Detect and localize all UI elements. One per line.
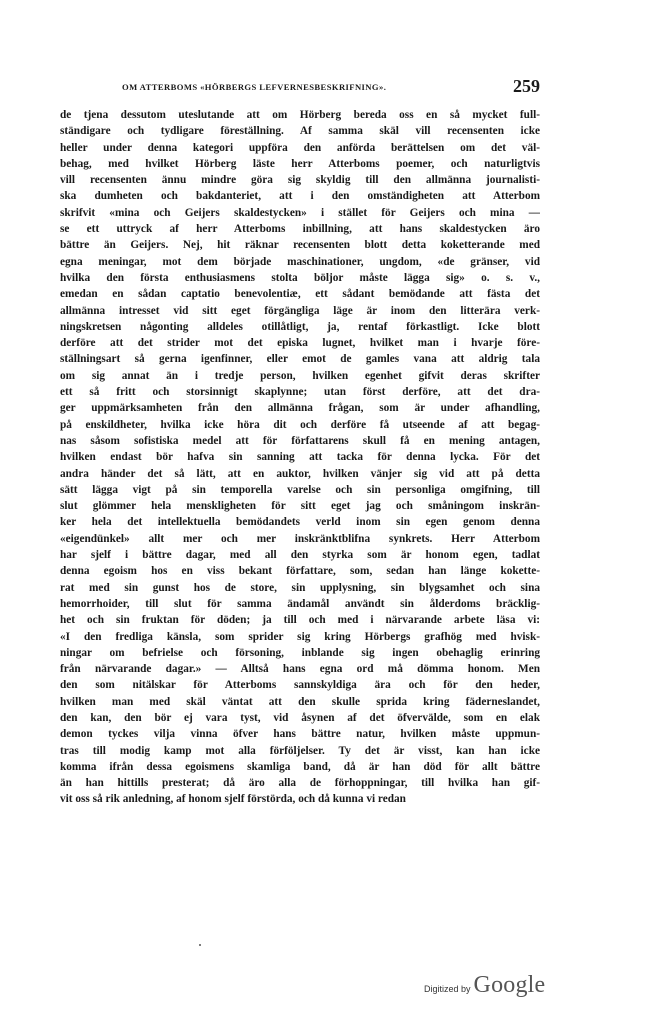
text-line: på enskildheter, hvilka icke höra dit och derföre få utseende af att begag- xyxy=(60,418,540,431)
text-line: skrifvit «mina och Geijers skaldestycken» i stället för Geijers och mina — xyxy=(60,206,540,219)
text-line: bättre än Geijers. Nej, hit räknar recensenten blott detta koketterande med xyxy=(60,239,540,252)
text-line: har sjelf i bättre dagar, med all den styrka som är honom egen, tadlat xyxy=(60,549,540,562)
text-line: från närvarande dagar.» — Alltså hans egna ord må dömma honom. Men xyxy=(60,663,540,676)
text-line: hvilka den första enthusiasmens stolta böljor måste lägga sig» o. s. v., xyxy=(60,271,540,284)
text-line: slut glömmer hela menskligheten för sitt eget jag och småningom inskrän- xyxy=(60,500,540,513)
text-line: andra händer det så lätt, att en auktor, hvilken vänjer sig vid att på detta xyxy=(60,467,540,480)
text-line: vit oss så rik anledning, af honom sjelf förstörda, och då kunna vi redan xyxy=(60,793,406,806)
text-line: ger uppmärksamheten från den allmänna frågan, som är under afhandling, xyxy=(60,402,540,415)
text-line: allmänna intresset vid sitt eget förgängliga läge är inom den litterära verk- xyxy=(60,304,540,317)
page-number: 259 xyxy=(513,76,540,96)
text-line: egna meningar, mot dem började maschinationer, ungdom, «de gränser, vid xyxy=(60,255,540,268)
text-line: de tjena dessutom uteslutande att om Hörberg bereda oss en så mycket full- xyxy=(60,109,540,121)
text-line: behag, med hvilket Hörberg läste herr Atterboms poemer, och naturligtvis xyxy=(60,157,540,170)
text-line: ständigare och tydligare föreställning. Af samma skäl vill recensenten icke xyxy=(60,125,540,138)
ink-speck xyxy=(199,944,201,946)
text-line: denna egoism hos en viss bekant författare, som, sedan han länge kokette- xyxy=(60,565,540,578)
text-line: demon tyckes vilja vinna öfver hans bättre natur, hvilken måste uppmun- xyxy=(60,728,540,741)
text-line: se ett uttryck af herr Atterboms inbillning, att hans skaldestycken äro xyxy=(60,223,540,236)
text-line: hemorrhoider, till slut för samma ändamål användt sin ålderdoms bräcklig- xyxy=(60,597,540,610)
text-line: ska dumheten och bakdanteriet, att i den omständigheten att Atterbom xyxy=(60,190,540,203)
text-line: tras till modig kamp mot alla förföljelser. Ty det är visst, kan han icke xyxy=(60,744,540,757)
text-line: vill recensenten ännu mindre göra sig skyldig till den allmänna journalisti- xyxy=(60,174,540,187)
text-line: hvilken endast bör hafva sin sanning att tacka för denna lycka. För det xyxy=(60,451,540,464)
google-logo: Google xyxy=(473,972,546,998)
text-line: rat med sin gunst hos de store, sin upplysning, sin blygsamhet och sina xyxy=(60,581,540,594)
text-line: om sig annat än i tredje person, hvilken egenhet gifvit deras skrifter xyxy=(60,369,540,382)
text-line: komma ifrån dessa egoismens skamliga band, då är han död för allt bättre xyxy=(60,760,540,773)
watermark-prefix: Digitized by xyxy=(424,984,471,994)
running-head: OM ATTERBOMS «HÖRBERGS LEFVERNESBESKRIFNING». xyxy=(122,82,387,92)
text-line: «I den fredliga känsla, som sprider sig kring Hörbergs grafhög med hvisk- xyxy=(60,630,540,643)
text-line: sätt lägga vigt på sin temporella varelse och sin personliga omgifning, till xyxy=(60,483,540,496)
text-line: än han hittills presterat; då äro alla de förhoppningar, till hvilka han gif- xyxy=(60,777,540,790)
text-line: ett så fritt och storsinnigt skaplynne; utan först derföre, att det dra- xyxy=(60,386,540,399)
text-line: «eigendünkel» allt mer och mer inskränktblifna synkrets. Herr Atterbom xyxy=(60,532,540,545)
text-line: ningskretsen någonting alldeles otillåtligt, ja, rentaf förkastligt. Icke blott xyxy=(60,320,540,333)
text-line: den kan, den bör ej vara tyst, vid åsynen af det öfvervälde, som en elak xyxy=(60,711,540,724)
page-header xyxy=(60,78,540,100)
text-line: ningar om befrielse och försoning, inblande sig ingen obehaglig erinring xyxy=(60,646,540,659)
text-line: den som nitälskar för Atterboms sannskyldiga ära och för den heder, xyxy=(60,679,540,692)
text-line: het och sin fruktan för döden; ja till och med i närvarande arbete läsa vi: xyxy=(60,614,540,627)
text-line: emedan en sådan captatio benevolentiæ, ett sådant bemödande att fästa det xyxy=(60,288,540,301)
text-line: heller under denna kategori uppföra den anförda berättelsen om det väl- xyxy=(60,141,540,154)
text-line: ker hela det intellektuella bemödandets verld inom sin egen genom denna xyxy=(60,516,540,529)
text-line: hvilken man med skäl väntat att den skulle sprida kring fäderneslandet, xyxy=(60,695,540,708)
digitized-by-watermark xyxy=(424,972,545,999)
text-line: ställningsart så gerna igenfinner, eller emot de gamles vana att aldrig tala xyxy=(60,353,540,366)
text-line: derföre att det strider mot det episka lugnet, hvilket man i hvarje före- xyxy=(60,337,540,350)
body-text xyxy=(60,107,540,808)
text-line: nas såsom sofistiska medel att för författarens skull få en mening antagen, xyxy=(60,434,540,447)
